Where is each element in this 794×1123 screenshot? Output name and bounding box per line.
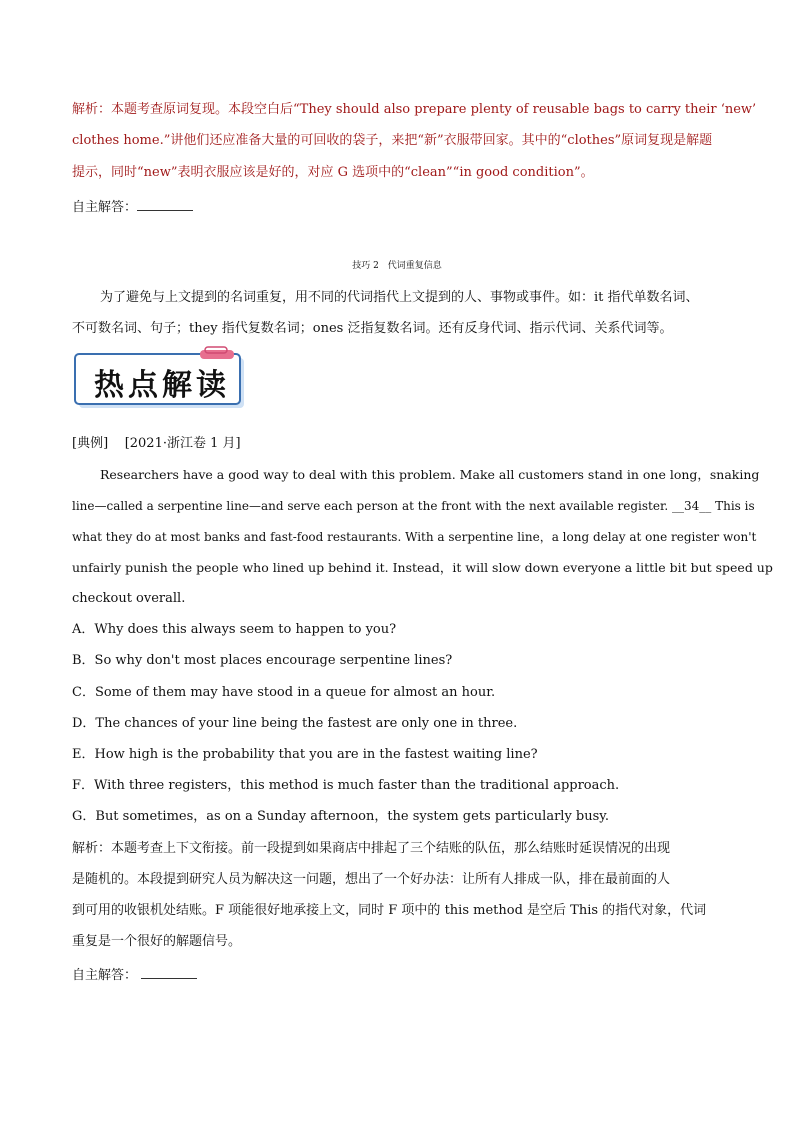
passage-line-4: unfairly punish the people who lined up behind it. Instead，it will slow down everyone a little bit but speed up [72,560,773,575]
passage-line-2: line—called a serpentine line—and serve each person at the front with the next available register. __34__ This is [72,499,755,513]
answer-blank[interactable] [141,965,197,979]
example-tag: [典例] [72,436,109,451]
bottom-analysis-line-4: 重复是一个很好的解题信号。 [72,934,242,949]
option-g: G．But sometimes，as on a Sunday afternoon，the system gets particularly busy. [72,809,610,824]
option-f: F．With three registers，this method is much faster than the traditional approach. [72,778,620,793]
top-analysis-line-3: 提示，同时“new”表明衣服应该是好的，对应 G 选项中的“clean”“in good condition”。 [72,165,594,180]
badge-title: 热点解读 [94,368,230,403]
option-c: C．Some of them may have stood in a queue for almost an hour. [72,685,496,700]
example-header [72,435,241,453]
answer-blank[interactable] [137,197,193,211]
bottom-analysis-line-3: 到可用的收银机处结账。F 项能很好地承接上文，同时 F 项中的 this method 是空后 This 的指代对象，代词 [72,903,707,918]
hotspot-badge [74,352,246,410]
option-d: D．The chances of your line being the fastest are only one in three. [72,716,518,731]
section-intro-line-1: 为了避免与上文提到的名词重复，用不同的代词指代上文提到的人、事物或事件。如：it 指代单数名词、 [100,290,699,305]
passage-line-5: checkout overall. [72,591,186,606]
example-source: [2021·浙江卷 1 月] [124,436,241,451]
option-b: B．So why don't most places encourage serpentine lines? [72,653,453,668]
passage-line-1: Researchers have a good way to deal with this problem. Make all customers stand in one long，snaking [100,467,760,482]
option-e: E．How high is the probability that you are in the fastest waiting line? [72,747,538,762]
bottom-analysis-line-2: 是随机的。本段提到研究人员为解决这一问题，想出了一个好办法：让所有人排成一队，排在最前面的人 [72,872,671,887]
top-analysis-line-2: clothes home.”讲他们还应准备大量的可回收的袋子，来把“新”衣服带回家。其中的“clothes”原词复现是解题 [72,133,713,148]
self-answer-2 [72,965,197,985]
option-a: A．Why does this always seem to happen to you? [72,622,397,637]
top-analysis-line-1: 解析：本题考查原词复现。本段空白后“They should also prepare plenty of reusable bags to carry their ‘new’ [72,102,757,117]
section-heading: 技巧 2 代词重复信息 [352,261,442,271]
self-answer-label: 自主解答： [72,968,138,983]
section-intro-line-2: 不可数名词、句子；they 指代复数名词；ones 泛指复数名词。还有反身代词、指示代词、关系代词等。 [72,321,673,336]
passage-line-3: what they do at most banks and fast-food restaurants. With a serpentine line，a long delay at one register won't [72,530,757,544]
bottom-analysis-line-1: 解析：本题考查上下文衔接。前一段提到如果商店中排起了三个结账的队伍，那么结账时延误情况的出现 [72,841,671,856]
self-answer-label: 自主解答： [72,200,138,215]
self-answer-1 [72,197,193,217]
